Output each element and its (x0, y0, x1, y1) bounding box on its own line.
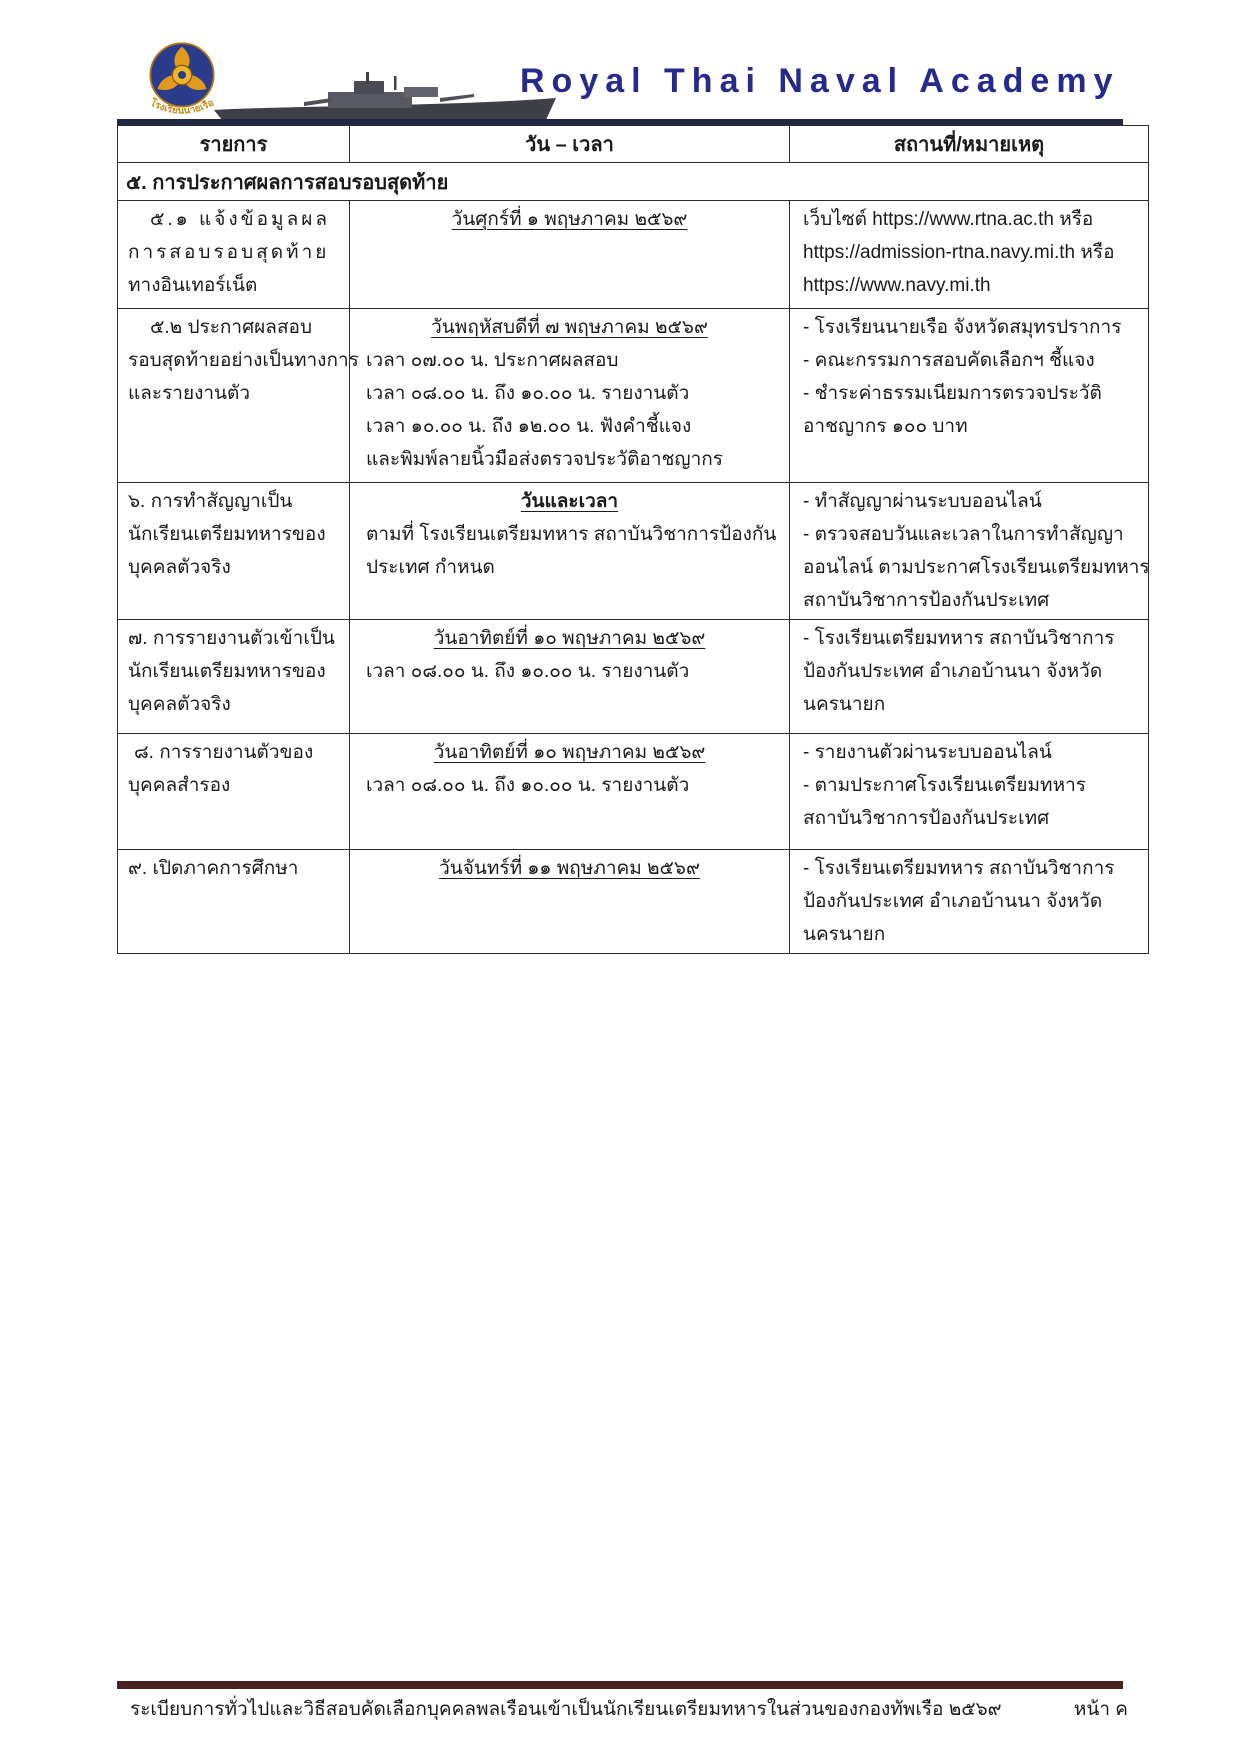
datetime-cell (350, 201, 790, 309)
item-line: นักเรียนเตรียมทหารของ (128, 661, 326, 682)
table-row (118, 201, 1149, 309)
datetime-line: วันจันทร์ที่ ๑๑ พฤษภาคม ๒๕๖๙ (439, 858, 700, 879)
datetime-cell (350, 850, 790, 954)
item-line: ๕.๒ ประกาศผลสอบ (150, 317, 313, 338)
item-line: บุคคลตัวจริง (128, 694, 231, 715)
footer-rule (117, 1681, 1123, 1689)
page-footer (130, 1694, 1128, 1724)
location-cell (790, 850, 1149, 954)
col-header-datetime: วัน – เวลา (350, 126, 790, 163)
datetime-line: เวลา ๐๘.๐๐ น. ถึง ๑๐.๐๐ น. รายงานตัว (366, 775, 690, 796)
schedule-body (118, 163, 1149, 954)
table-row (118, 309, 1149, 483)
table-header-row (118, 126, 1149, 163)
item-line: ทางอินเทอร์เน็ต (128, 275, 258, 296)
item-cell (118, 850, 350, 954)
datetime-cell (350, 734, 790, 850)
logo-caption: โรงเรียนนายเรือ (148, 97, 216, 117)
datetime-line: วันอาทิตย์ที่ ๑๐ พฤษภาคม ๒๕๖๙ (433, 742, 706, 763)
item-line: การสอบรอบสุดท้าย (128, 242, 330, 263)
item-line: และรายงานตัว (128, 383, 251, 404)
location-line: อาชญากร ๑๐๐ บาท (803, 416, 968, 437)
item-line: บุคคลสำรอง (128, 775, 231, 796)
item-line: ๗. การรายงานตัวเข้าเป็น (128, 628, 335, 649)
item-cell (118, 734, 350, 850)
item-cell (118, 309, 359, 483)
location-line: เว็บไซต์ https://www.rtna.ac.th หรือ (803, 209, 1094, 230)
item-cell (118, 201, 350, 309)
datetime-line: เวลา ๑๐.๐๐ น. ถึง ๑๒.๐๐ น. ฟังคำชี้แจง (366, 416, 692, 437)
table-row (118, 734, 1149, 850)
location-line: - คณะกรรมการสอบคัดเลือกฯ ชี้แจง (803, 350, 1095, 371)
datetime-cell (350, 309, 790, 483)
table-row (118, 483, 1149, 620)
location-line: https://admission-rtna.navy.mi.th หรือ (803, 242, 1115, 263)
academy-title: Royal Thai Naval Academy (520, 62, 1120, 100)
section-title: ๕. การประกาศผลการสอบรอบสุดท้าย (118, 163, 1149, 201)
item-line: รอบสุดท้ายอย่างเป็นทางการ (128, 350, 359, 371)
location-line: - ตรวจสอบวันและเวลาในการทำสัญญา (803, 524, 1124, 545)
section-row (118, 163, 1149, 201)
location-cell (790, 483, 1149, 620)
item-line: นักเรียนเตรียมทหารของ (128, 524, 326, 545)
datetime-line: และพิมพ์ลายนิ้วมือส่งตรวจประวัติอาชญากร (366, 449, 723, 470)
location-line: ออนไลน์ ตามประกาศโรงเรียนเตรียมทหาร (803, 557, 1150, 578)
datetime-line: เวลา ๐๘.๐๐ น. ถึง ๑๐.๐๐ น. รายงานตัว (366, 661, 690, 682)
location-cell (790, 734, 1149, 850)
item-cell (118, 620, 350, 734)
datetime-cell (350, 483, 790, 620)
location-line: - โรงเรียนเตรียมทหาร สถาบันวิชาการ (803, 628, 1115, 649)
location-line: - ทำสัญญาผ่านระบบออนไลน์ (803, 491, 1042, 512)
location-line: นครนายก (803, 924, 886, 945)
footer-text: ระเบียบการทั่วไปและวิธีสอบคัดเลือกบุคคลพลเรือนเข้าเป็นนักเรียนเตรียมทหารในส่วนของกองทัพเรือ ๒๕๖๙ (130, 1699, 1002, 1720)
datetime-line: ตามที่ โรงเรียนเตรียมทหาร สถาบันวิชาการป้องกัน (366, 524, 777, 545)
table-row (118, 850, 1149, 954)
item-line: ๙. เปิดภาคการศึกษา (128, 858, 299, 879)
location-line: - โรงเรียนนายเรือ จังหวัดสมุทรปราการ (803, 317, 1122, 338)
location-line: สถาบันวิชาการป้องกันประเทศ (803, 590, 1050, 611)
location-cell (790, 620, 1149, 734)
item-line: ๕.๑ แจ้งข้อมูลผล (150, 209, 330, 230)
datetime-line: เวลา ๐๘.๐๐ น. ถึง ๑๐.๐๐ น. รายงานตัว (366, 383, 690, 404)
item-line: ๖. การทำสัญญาเป็น (128, 491, 293, 512)
datetime-line: วันอาทิตย์ที่ ๑๐ พฤษภาคม ๒๕๖๙ (433, 628, 706, 649)
datetime-line: วันและเวลา (520, 491, 619, 512)
item-cell (118, 483, 350, 620)
item-line: บุคคลตัวจริง (128, 557, 231, 578)
battleship-image (208, 72, 564, 124)
location-line: ป้องกันประเทศ อำเภอบ้านนา จังหวัด (803, 891, 1103, 912)
location-line: https://www.navy.mi.th (803, 275, 991, 296)
location-line: - รายงานตัวผ่านระบบออนไลน์ (803, 742, 1052, 763)
location-line: สถาบันวิชาการป้องกันประเทศ (803, 808, 1050, 829)
col-header-location: สถานที่/หมายเหตุ (790, 126, 1149, 163)
datetime-line: วันศุกร์ที่ ๑ พฤษภาคม ๒๕๖๙ (451, 209, 688, 230)
location-cell (790, 309, 1149, 483)
footer-page-number: หน้า ค (1073, 1699, 1128, 1720)
location-line: นครนายก (803, 694, 886, 715)
col-header-item: รายการ (118, 126, 350, 163)
schedule-table (117, 125, 1149, 954)
location-line: ป้องกันประเทศ อำเภอบ้านนา จังหวัด (803, 661, 1103, 682)
datetime-line: วันพฤหัสบดีที่ ๗ พฤษภาคม ๒๕๖๙ (431, 317, 708, 338)
location-cell (790, 201, 1149, 309)
datetime-cell (350, 620, 790, 734)
table-row (118, 620, 1149, 734)
datetime-line: เวลา ๐๗.๐๐ น. ประกาศผลสอบ (366, 350, 619, 371)
datetime-line: ประเทศ กำหนด (366, 557, 495, 578)
location-line: - โรงเรียนเตรียมทหาร สถาบันวิชาการ (803, 858, 1115, 879)
location-line: - ตามประกาศโรงเรียนเตรียมทหาร (803, 775, 1086, 796)
item-line: ๘. การรายงานตัวของ (134, 742, 314, 763)
location-line: - ชำระค่าธรรมเนียมการตรวจประวัติ (803, 383, 1102, 404)
